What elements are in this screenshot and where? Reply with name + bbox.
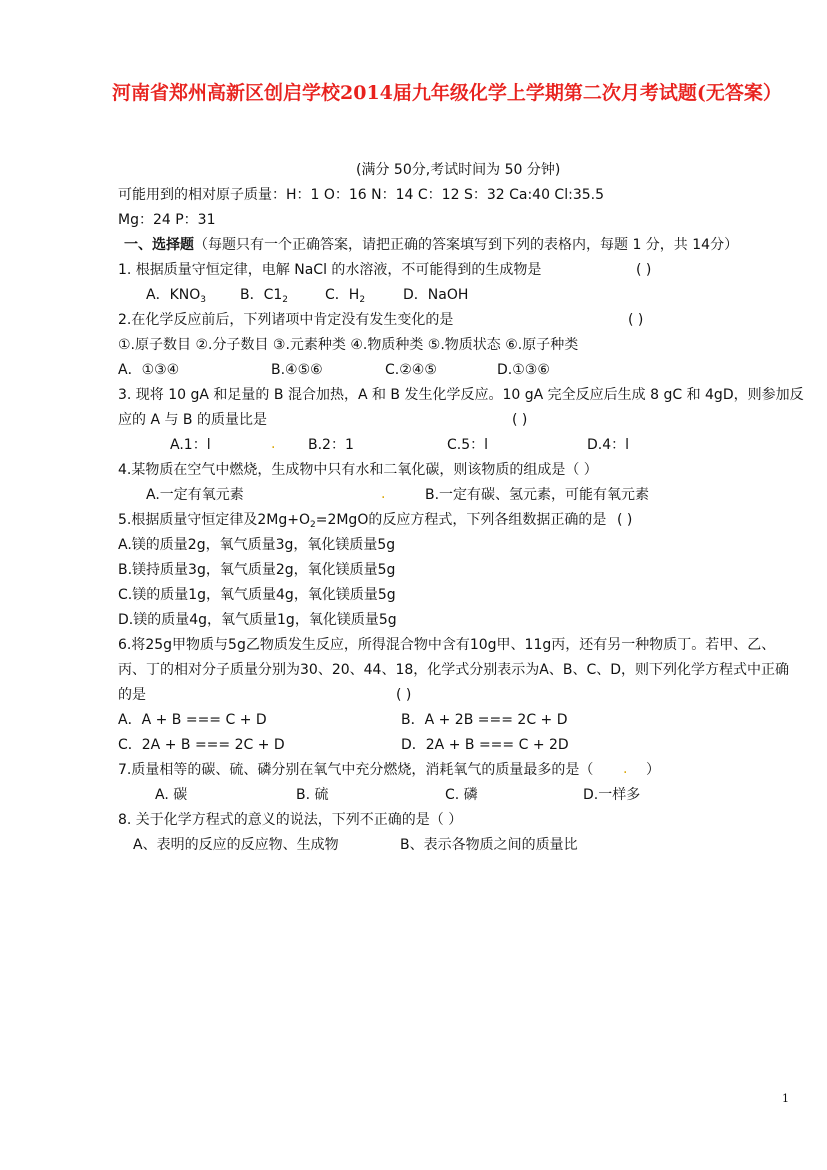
question-7-blank-end: ） xyxy=(646,762,660,778)
question-3-option-a: A.1：l xyxy=(170,437,211,453)
question-5-option-b: B.镁持质量3g，氧气质量2g，氧化镁质量5g xyxy=(118,562,396,578)
question-2-stem: 2.在化学反应前后，下列诸项中肯定没有发生变化的是 xyxy=(118,312,454,328)
question-5-option-d: D.镁的质量4g，氧气质量1g，氧化镁质量5g xyxy=(118,612,397,628)
section-1-title: 一、选择题 xyxy=(124,237,194,253)
stray-mark: . xyxy=(381,486,386,502)
question-5-option-a: A.镁的质量2g，氧气质量3g，氧化镁质量5g xyxy=(118,537,396,553)
q1-b-sub: 2 xyxy=(282,295,289,305)
atomic-masses-line-2: Mg：24 P：31 xyxy=(118,212,216,228)
q1-b-text: B．C1 xyxy=(240,287,283,303)
question-2-option-a: A．①③④ xyxy=(118,362,180,378)
question-3-option-b: B.2：1 xyxy=(308,437,354,453)
question-6-option-a: A．A + B === C + D xyxy=(118,712,267,728)
question-7-stem: 7.质量相等的碳、硫、磷分别在氧气中充分燃烧，消耗氧气的质量最多的是（ xyxy=(118,762,594,778)
question-1-stem: 1. 根据质量守恒定律，电解 NaCl 的水溶液，不可能得到的生成物是 xyxy=(118,262,542,278)
question-5-option-c: C.镁的质量1g，氧气质量4g，氧化镁质量5g xyxy=(118,587,396,603)
exam-title: 河南省郑州高新区创启学校2014届九年级化学上学期第二次月考试题(无答案） xyxy=(112,82,782,104)
question-2-option-b: B.④⑤⑥ xyxy=(271,362,323,378)
q5-stem-sub: 2 xyxy=(309,520,316,530)
question-4-option-a: A.一定有氧元素 xyxy=(146,487,244,503)
page-number: 1 xyxy=(782,1092,789,1105)
question-6-stem-line-3: 的是 xyxy=(118,687,146,703)
question-7-option-b: B. 硫 xyxy=(296,787,329,803)
question-5-blank: ( ) xyxy=(617,512,633,528)
question-6-blank: ( ) xyxy=(396,687,412,703)
question-1-option-b xyxy=(240,286,288,309)
question-8-option-b: B、表示各物质之间的质量比 xyxy=(400,837,578,853)
question-7-option-d: D.一样多 xyxy=(583,787,641,803)
q1-c-text: C．H xyxy=(325,287,360,303)
question-8-option-a: A、表明的反应的反应物、生成物 xyxy=(133,837,339,853)
stray-mark: . xyxy=(623,761,628,777)
question-3-option-c: C.5：l xyxy=(447,437,489,453)
question-2-option-c: C.②④⑤ xyxy=(385,362,437,378)
q1-c-sub: 2 xyxy=(359,295,366,305)
q5-stem-pre: 5.根据质量守恒定律及2Mg+O xyxy=(118,512,310,528)
section-1-instruction: （每题只有一个正确答案，请把正确的答案填写到下列的表格内，每题 1 分，共 14分） xyxy=(194,237,739,253)
section-1-heading xyxy=(124,236,738,254)
stray-mark: . xyxy=(271,436,276,452)
question-3-stem-line-1: 3. 现将 10 gA 和足量的 B 混合加热，A 和 B 发生化学反应。10 gA 完全反应后生成 8 gC 和 4gD，则参加反 xyxy=(118,387,804,403)
question-5-stem xyxy=(118,511,606,534)
question-7-option-c: C. 磷 xyxy=(445,787,478,803)
question-2-items: ①.原子数目 ②.分子数目 ③.元素种类 ④.物质种类 ⑤.物质状态 ⑥.原子种类 xyxy=(118,337,579,353)
exam-subtitle: (满分 50分,考试时间为 50 分钟) xyxy=(356,162,561,178)
question-6-option-b: B．A + 2B === 2C + D xyxy=(401,712,568,728)
question-1-option-c xyxy=(325,286,365,309)
question-4-option-b: B.一定有碳、氢元素，可能有氧元素 xyxy=(425,487,650,503)
question-8-stem: 8. 关于化学方程式的意义的说法，下列不正确的是（ ） xyxy=(118,812,463,828)
question-2-blank: ( ) xyxy=(628,312,644,328)
question-1-option-d: D．NaOH xyxy=(403,287,469,303)
question-6-stem-line-1: 6.将25g甲物质与5g乙物质发生反应，所得混合物中含有10g甲、11g丙，还有另一种物质丁。若甲、乙、 xyxy=(118,637,776,653)
q5-stem-post: =2MgO的反应方程式，下列各组数据正确的是 xyxy=(315,512,607,528)
q1-a-sub: 3 xyxy=(200,295,206,305)
question-6-stem-line-2: 丙、丁的相对分子质量分别为30、20、44、18，化学式分别表示为A、B、C、D，则下列化学方程式中正确 xyxy=(118,662,789,678)
question-1-option-a xyxy=(146,286,206,309)
question-7-option-a: A. 碳 xyxy=(155,787,188,803)
atomic-masses-line-1: 可能用到的相对原子质量：H：1 O：16 N：14 C：12 S：32 Ca:40 Cl:35.5 xyxy=(118,187,604,203)
question-1-blank: ( ) xyxy=(636,262,652,278)
question-3-blank: ( ) xyxy=(512,412,528,428)
question-4-stem: 4.某物质在空气中燃烧，生成物中只有水和二氧化碳，则该物质的组成是（ ） xyxy=(118,462,598,478)
question-6-option-c: C．2A + B === 2C + D xyxy=(118,737,285,753)
question-2-option-d: D.①③⑥ xyxy=(497,362,550,378)
question-3-option-d: D.4：l xyxy=(587,437,630,453)
question-3-stem-line-2: 应的 A 与 B 的质量比是 xyxy=(118,412,267,428)
question-6-option-d: D．2A + B === C + 2D xyxy=(401,737,569,753)
q1-a-text: A．KNO xyxy=(146,287,201,303)
